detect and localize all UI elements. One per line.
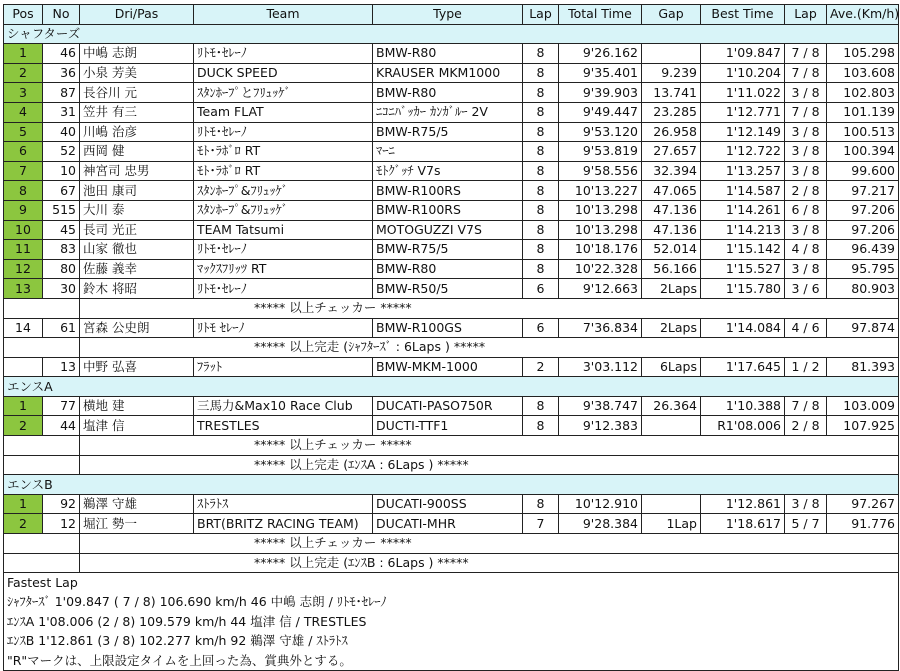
cell-total: 9'58.556: [559, 161, 642, 181]
cell-bestlap: 7 / 8: [785, 63, 827, 83]
cell-type: MOTOGUZZI V7S: [373, 220, 523, 240]
cell-bestlap: 7 / 8: [785, 44, 827, 64]
cell-driver: 佐藤 義幸: [80, 259, 194, 279]
table-row: [4, 514, 899, 534]
cell-team: ﾓﾄ･ﾗﾎﾞﾛ RT: [194, 142, 373, 162]
table-row: [4, 102, 899, 122]
cell-best: 1'14.261: [701, 200, 785, 220]
note-spacer: [4, 298, 80, 318]
cell-gap: 47.065: [642, 181, 701, 201]
cell-best: R1'08.006: [701, 416, 785, 436]
cell-total: 10'12.910: [559, 494, 642, 514]
cell-no: 44: [43, 416, 80, 436]
column-header: Lap: [523, 5, 559, 25]
cell-no: 31: [43, 102, 80, 122]
fastest-lap-text: ｴﾝｽA 1'08.006 (2 / 8) 109.579 km/h 44 塩津 信 / TRESTLES: [4, 612, 899, 632]
cell-pos: 1: [4, 494, 43, 514]
cell-no: 515: [43, 200, 80, 220]
cell-lap: 8: [523, 161, 559, 181]
fastest-lap-line: [4, 612, 899, 632]
cell-lap: 8: [523, 220, 559, 240]
cell-total: 9'39.903: [559, 83, 642, 103]
cell-pos: 7: [4, 161, 43, 181]
cell-best: 1'12.722: [701, 142, 785, 162]
column-header: Total Time: [559, 5, 642, 25]
cell-lap: 8: [523, 240, 559, 260]
cell-gap: 6Laps: [642, 357, 701, 377]
cell-ave: 103.009: [827, 396, 899, 416]
cell-total: 3'03.112: [559, 357, 642, 377]
cell-best: 1'10.204: [701, 63, 785, 83]
cell-ave: 96.439: [827, 240, 899, 260]
cell-team: ｽﾀﾝﾎｰﾌﾟ&ﾌﾘｭｯｹﾞ: [194, 181, 373, 201]
table-row: [4, 220, 899, 240]
section-header-row: [4, 475, 899, 495]
cell-pos: 2: [4, 514, 43, 534]
cell-bestlap: 3 / 8: [785, 220, 827, 240]
cell-lap: 8: [523, 181, 559, 201]
cell-no: 83: [43, 240, 80, 260]
cell-type: BMW-R100RS: [373, 200, 523, 220]
cell-team: TRESTLES: [194, 416, 373, 436]
cell-lap: 8: [523, 44, 559, 64]
cell-team: ﾘﾄﾓ･ｾﾚｰﾉ: [194, 279, 373, 299]
cell-driver: 長谷川 元: [80, 83, 194, 103]
cell-pos: 6: [4, 142, 43, 162]
cell-no: 52: [43, 142, 80, 162]
cell-pos: 3: [4, 83, 43, 103]
fastest-lap-line: [4, 651, 899, 671]
cell-ave: 105.298: [827, 44, 899, 64]
cell-type: DUCATI-PASO750R: [373, 396, 523, 416]
table-row: [4, 161, 899, 181]
section-header-row: [4, 24, 899, 44]
cell-lap: 8: [523, 83, 559, 103]
cell-best: 1'11.022: [701, 83, 785, 103]
cell-bestlap: 3 / 6: [785, 279, 827, 299]
note-spacer: [4, 553, 80, 573]
cell-best: 1'10.388: [701, 396, 785, 416]
cell-gap: 2Laps: [642, 318, 701, 338]
cell-gap: 2Laps: [642, 279, 701, 299]
cell-type: ﾆｺﾆﾊﾞｯｶｰ ｶﾝｶﾞﾙｰ 2V: [373, 102, 523, 122]
note-text: ***** 以上完走 (ｴﾝｽA : 6Laps ) *****: [80, 455, 899, 475]
table-row: [4, 396, 899, 416]
cell-no: 13: [43, 357, 80, 377]
cell-lap: 8: [523, 142, 559, 162]
note-row: [4, 534, 899, 554]
cell-gap: 47.136: [642, 200, 701, 220]
cell-team: ﾌﾗｯﾄ: [194, 357, 373, 377]
column-header: Gap: [642, 5, 701, 25]
cell-team: 三馬力&Max10 Race Club: [194, 396, 373, 416]
cell-team: TEAM Tatsumi: [194, 220, 373, 240]
cell-pos: 11: [4, 240, 43, 260]
cell-type: DUCATI-900SS: [373, 494, 523, 514]
cell-pos: 8: [4, 181, 43, 201]
cell-best: 1'18.617: [701, 514, 785, 534]
cell-gap: [642, 416, 701, 436]
column-header: No: [43, 5, 80, 25]
section-title: エンスA: [4, 377, 899, 397]
cell-total: 9'53.819: [559, 142, 642, 162]
cell-gap: 26.958: [642, 122, 701, 142]
cell-ave: 97.267: [827, 494, 899, 514]
cell-driver: 池田 康司: [80, 181, 194, 201]
column-header: Type: [373, 5, 523, 25]
cell-pos: [4, 357, 43, 377]
cell-driver: 横地 建: [80, 396, 194, 416]
cell-driver: 塩津 信: [80, 416, 194, 436]
cell-bestlap: 3 / 8: [785, 142, 827, 162]
table-row: [4, 259, 899, 279]
column-header: Pos: [4, 5, 43, 25]
cell-total: 10'13.227: [559, 181, 642, 201]
cell-driver: 堀江 勢一: [80, 514, 194, 534]
table-row: [4, 200, 899, 220]
cell-no: 40: [43, 122, 80, 142]
cell-team: ﾘﾄﾓ ｾﾚｰﾉ: [194, 318, 373, 338]
cell-driver: 宮森 公史朗: [80, 318, 194, 338]
cell-driver: 大川 泰: [80, 200, 194, 220]
cell-bestlap: 3 / 8: [785, 161, 827, 181]
cell-ave: 107.925: [827, 416, 899, 436]
fastest-lap-text: "R"マークは、上限設定タイムを上回った為、賞典外とする。: [4, 651, 899, 671]
cell-bestlap: 3 / 8: [785, 259, 827, 279]
note-text: ***** 以上チェッカー *****: [80, 298, 899, 318]
cell-pos: 5: [4, 122, 43, 142]
cell-team: ｽﾄﾗﾄｽ: [194, 494, 373, 514]
cell-total: 9'28.384: [559, 514, 642, 534]
cell-best: 1'13.257: [701, 161, 785, 181]
note-row: [4, 298, 899, 318]
column-header: Lap: [785, 5, 827, 25]
fastest-lap-title-row: [4, 573, 899, 593]
cell-best: 1'14.084: [701, 318, 785, 338]
cell-total: 9'49.447: [559, 102, 642, 122]
cell-gap: 23.285: [642, 102, 701, 122]
cell-best: 1'14.587: [701, 181, 785, 201]
cell-gap: 32.394: [642, 161, 701, 181]
section-title: シャフターズ: [4, 24, 899, 44]
cell-total: 7'36.834: [559, 318, 642, 338]
cell-bestlap: 4 / 8: [785, 240, 827, 260]
note-spacer: [4, 338, 80, 358]
table-row: [4, 494, 899, 514]
cell-no: 92: [43, 494, 80, 514]
cell-bestlap: 2 / 8: [785, 181, 827, 201]
table-row: [4, 318, 899, 338]
cell-team: ｽﾀﾝﾎｰﾌﾟ&ﾌﾘｭｯｹﾞ: [194, 200, 373, 220]
cell-type: DUCTI-TTF1: [373, 416, 523, 436]
table-row: [4, 63, 899, 83]
cell-type: BMW-MKM-1000: [373, 357, 523, 377]
cell-type: ﾏｰﾆ: [373, 142, 523, 162]
table-row: [4, 240, 899, 260]
note-row: [4, 338, 899, 358]
column-header: Dri/Pas: [80, 5, 194, 25]
cell-driver: 長司 光正: [80, 220, 194, 240]
table-header-row: [4, 5, 899, 25]
cell-type: DUCATI-MHR: [373, 514, 523, 534]
cell-ave: 102.803: [827, 83, 899, 103]
cell-total: 9'53.120: [559, 122, 642, 142]
cell-type: BMW-R100RS: [373, 181, 523, 201]
cell-total: 9'12.663: [559, 279, 642, 299]
cell-no: 80: [43, 259, 80, 279]
cell-team: ﾓﾄ･ﾗﾎﾞﾛ RT: [194, 161, 373, 181]
cell-lap: 7: [523, 514, 559, 534]
cell-driver: 山家 徹也: [80, 240, 194, 260]
table-row: [4, 181, 899, 201]
cell-lap: 8: [523, 200, 559, 220]
cell-ave: 97.217: [827, 181, 899, 201]
cell-no: 87: [43, 83, 80, 103]
cell-no: 77: [43, 396, 80, 416]
cell-total: 10'18.176: [559, 240, 642, 260]
cell-lap: 2: [523, 357, 559, 377]
cell-lap: 8: [523, 102, 559, 122]
cell-lap: 6: [523, 318, 559, 338]
cell-best: 1'15.142: [701, 240, 785, 260]
cell-driver: 小泉 芳美: [80, 63, 194, 83]
cell-gap: 9.239: [642, 63, 701, 83]
cell-type: BMW-R75/5: [373, 240, 523, 260]
note-text: ***** 以上チェッカー *****: [80, 534, 899, 554]
cell-bestlap: 3 / 8: [785, 83, 827, 103]
cell-ave: 95.795: [827, 259, 899, 279]
table-row: [4, 83, 899, 103]
cell-lap: 8: [523, 396, 559, 416]
note-text: ***** 以上完走 (ｼｬﾌﾀｰｽﾞ : 6Laps ) *****: [80, 338, 899, 358]
cell-team: DUCK SPEED: [194, 63, 373, 83]
cell-no: 61: [43, 318, 80, 338]
cell-team: ﾏｯｸｽﾌﾘｯﾂ RT: [194, 259, 373, 279]
cell-lap: 8: [523, 259, 559, 279]
note-text: ***** 以上チェッカー *****: [80, 436, 899, 456]
cell-pos: 2: [4, 63, 43, 83]
note-spacer: [4, 455, 80, 475]
note-text: ***** 以上完走 (ｴﾝｽB : 6Laps ) *****: [80, 553, 899, 573]
note-row: [4, 553, 899, 573]
cell-ave: 100.513: [827, 122, 899, 142]
cell-driver: 川嶋 治彦: [80, 122, 194, 142]
cell-type: BMW-R80: [373, 44, 523, 64]
cell-bestlap: 6 / 8: [785, 200, 827, 220]
cell-lap: 8: [523, 494, 559, 514]
cell-bestlap: 3 / 8: [785, 494, 827, 514]
cell-driver: 神宮司 忠男: [80, 161, 194, 181]
cell-no: 67: [43, 181, 80, 201]
cell-team: ﾘﾄﾓ･ｾﾚｰﾉ: [194, 240, 373, 260]
cell-ave: 103.608: [827, 63, 899, 83]
cell-pos: 2: [4, 416, 43, 436]
cell-type: ﾓﾄｸﾞｯﾁ V7s: [373, 161, 523, 181]
cell-pos: 14: [4, 318, 43, 338]
cell-gap: 13.741: [642, 83, 701, 103]
table-row: [4, 122, 899, 142]
cell-gap: 27.657: [642, 142, 701, 162]
note-row: [4, 455, 899, 475]
cell-no: 30: [43, 279, 80, 299]
cell-best: 1'15.527: [701, 259, 785, 279]
cell-total: 9'26.162: [559, 44, 642, 64]
cell-driver: 西岡 健: [80, 142, 194, 162]
results-table: [3, 4, 899, 671]
cell-driver: 笠井 有三: [80, 102, 194, 122]
cell-gap: 26.364: [642, 396, 701, 416]
cell-ave: 101.139: [827, 102, 899, 122]
cell-ave: 97.874: [827, 318, 899, 338]
cell-bestlap: 2 / 8: [785, 416, 827, 436]
cell-driver: 鵜澤 守雄: [80, 494, 194, 514]
fastest-lap-text: ｴﾝｽB 1'12.861 (3 / 8) 102.277 km/h 92 鵜澤 守雄 / ｽﾄﾗﾄｽ: [4, 632, 899, 652]
fastest-lap-title: Fastest Lap: [4, 573, 899, 593]
fastest-lap-line: [4, 632, 899, 652]
table-row: [4, 357, 899, 377]
cell-best: 1'12.861: [701, 494, 785, 514]
table-row: [4, 416, 899, 436]
note-spacer: [4, 436, 80, 456]
table-row: [4, 142, 899, 162]
section-header-row: [4, 377, 899, 397]
cell-gap: 52.014: [642, 240, 701, 260]
cell-team: Team FLAT: [194, 102, 373, 122]
cell-type: BMW-R80: [373, 83, 523, 103]
cell-ave: 91.776: [827, 514, 899, 534]
cell-pos: 4: [4, 102, 43, 122]
section-title: エンスB: [4, 475, 899, 495]
cell-type: BMW-R80: [373, 259, 523, 279]
cell-ave: 80.903: [827, 279, 899, 299]
cell-ave: 100.394: [827, 142, 899, 162]
cell-driver: 鈴木 将昭: [80, 279, 194, 299]
cell-team: ﾘﾄﾓ･ｾﾚｰﾉ: [194, 44, 373, 64]
note-spacer: [4, 534, 80, 554]
cell-gap: [642, 494, 701, 514]
column-header: Best Time: [701, 5, 785, 25]
cell-type: KRAUSER MKM1000: [373, 63, 523, 83]
cell-no: 36: [43, 63, 80, 83]
cell-pos: 10: [4, 220, 43, 240]
cell-total: 9'38.747: [559, 396, 642, 416]
cell-ave: 97.206: [827, 220, 899, 240]
column-header: Team: [194, 5, 373, 25]
cell-bestlap: 7 / 8: [785, 102, 827, 122]
cell-team: BRT(BRITZ RACING TEAM): [194, 514, 373, 534]
cell-bestlap: 4 / 6: [785, 318, 827, 338]
cell-best: 1'14.213: [701, 220, 785, 240]
cell-gap: [642, 44, 701, 64]
cell-no: 45: [43, 220, 80, 240]
cell-lap: 8: [523, 63, 559, 83]
cell-lap: 8: [523, 122, 559, 142]
fastest-lap-text: ｼｬﾌﾀｰｽﾞ 1'09.847 ( 7 / 8) 106.690 km/h 46 中嶋 志朗 / ﾘﾄﾓ･ｾﾚｰﾉ: [4, 592, 899, 612]
cell-best: 1'12.771: [701, 102, 785, 122]
cell-best: 1'12.149: [701, 122, 785, 142]
cell-pos: 1: [4, 396, 43, 416]
cell-pos: 9: [4, 200, 43, 220]
cell-total: 9'12.383: [559, 416, 642, 436]
cell-total: 10'13.298: [559, 220, 642, 240]
cell-lap: 6: [523, 279, 559, 299]
cell-pos: 13: [4, 279, 43, 299]
cell-no: 12: [43, 514, 80, 534]
cell-gap: 47.136: [642, 220, 701, 240]
cell-gap: 1Lap: [642, 514, 701, 534]
cell-driver: 中嶋 志朗: [80, 44, 194, 64]
table-row: [4, 279, 899, 299]
cell-ave: 81.393: [827, 357, 899, 377]
cell-best: 1'09.847: [701, 44, 785, 64]
cell-type: BMW-R75/5: [373, 122, 523, 142]
cell-gap: 56.166: [642, 259, 701, 279]
cell-bestlap: 3 / 8: [785, 122, 827, 142]
cell-bestlap: 5 / 7: [785, 514, 827, 534]
cell-total: 10'22.328: [559, 259, 642, 279]
fastest-lap-line: [4, 592, 899, 612]
cell-no: 46: [43, 44, 80, 64]
cell-best: 1'15.780: [701, 279, 785, 299]
cell-bestlap: 1 / 2: [785, 357, 827, 377]
cell-pos: 1: [4, 44, 43, 64]
cell-total: 9'35.401: [559, 63, 642, 83]
column-header: Ave.(Km/h): [827, 5, 899, 25]
cell-team: ﾘﾄﾓ･ｾﾚｰﾉ: [194, 122, 373, 142]
cell-no: 10: [43, 161, 80, 181]
cell-best: 1'17.645: [701, 357, 785, 377]
cell-ave: 99.600: [827, 161, 899, 181]
cell-type: BMW-R50/5: [373, 279, 523, 299]
note-row: [4, 436, 899, 456]
cell-driver: 中野 弘喜: [80, 357, 194, 377]
cell-pos: 12: [4, 259, 43, 279]
cell-lap: 8: [523, 416, 559, 436]
cell-ave: 97.206: [827, 200, 899, 220]
table-row: [4, 44, 899, 64]
cell-total: 10'13.298: [559, 200, 642, 220]
cell-type: BMW-R100GS: [373, 318, 523, 338]
cell-bestlap: 7 / 8: [785, 396, 827, 416]
cell-team: ｽﾀﾝﾎｰﾌﾟとﾌﾘｭｯｹﾞ: [194, 83, 373, 103]
